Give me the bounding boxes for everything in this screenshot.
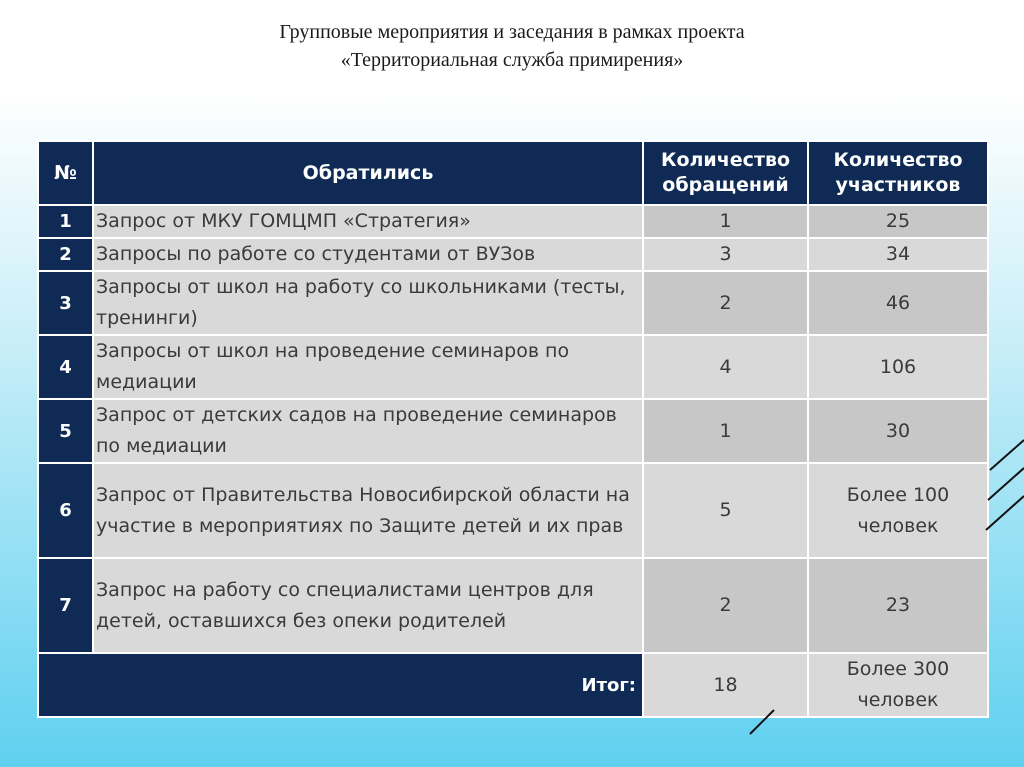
title-line-2: «Территориальная служба примирения» <box>340 49 684 71</box>
title-line-1: Групповые мероприятия и заседания в рамках проекта <box>279 21 745 43</box>
row-requests: 5 <box>643 463 808 558</box>
deco-line-4 <box>750 710 774 734</box>
row-desc-text: Запросы от школ на проведение семинаров по медиации <box>96 340 570 393</box>
row-participants: 23 <box>808 558 988 653</box>
row-participants: 46 <box>808 271 988 335</box>
table-row <box>38 205 988 238</box>
row-desc <box>93 558 643 653</box>
row-desc-text: Запрос от Правительства Новосибирской области на участие в мероприятиях по Защите детей и их прав <box>96 483 630 537</box>
decorative-lines <box>740 430 1024 750</box>
deco-line-3 <box>986 496 1024 530</box>
header-desc: Обратились <box>93 141 643 205</box>
row-num: 2 <box>38 238 93 271</box>
row-requests: 2 <box>643 271 808 335</box>
row-num: 6 <box>38 463 93 558</box>
header-count-participants: Количество участников <box>808 141 988 205</box>
header-num: № <box>38 141 93 205</box>
table-header-row <box>38 141 988 205</box>
row-requests: 1 <box>643 205 808 238</box>
row-desc <box>93 335 643 399</box>
row-participants: 30 <box>808 399 988 463</box>
table-row <box>38 238 988 271</box>
row-desc-text: Запрос от МКУ ГОМЦМП «Стратегия» <box>96 210 471 232</box>
table-row <box>38 335 988 399</box>
row-num: 5 <box>38 399 93 463</box>
row-num: 3 <box>38 271 93 335</box>
row-requests: 1 <box>643 399 808 463</box>
deco-line-1 <box>990 440 1024 470</box>
row-num: 7 <box>38 558 93 653</box>
total-requests: 18 <box>643 653 808 717</box>
row-num: 4 <box>38 335 93 399</box>
row-participants: 25 <box>808 205 988 238</box>
row-desc-text: Запросы от школ на работу со школьниками (тесты, тренинги) <box>96 276 626 329</box>
total-label: Итог: <box>38 653 643 717</box>
row-desc <box>93 238 643 271</box>
row-desc <box>93 399 643 463</box>
slide-title <box>0 18 1024 74</box>
row-participants: Более 100 человек <box>808 463 988 558</box>
header-count-requests: Количество обращений <box>643 141 808 205</box>
row-desc <box>93 205 643 238</box>
total-participants: Более 300 человек <box>808 653 988 717</box>
row-desc-text: Запрос от детских садов на проведение семинаров по медиации <box>96 404 617 457</box>
row-desc-text: Запрос на работу со специалистами центров для детей, оставшихся без опеки родителей <box>96 578 594 632</box>
row-requests: 4 <box>643 335 808 399</box>
row-participants: 34 <box>808 238 988 271</box>
row-desc <box>93 271 643 335</box>
row-desc-text: Запросы по работе со студентами от ВУЗов <box>96 243 536 265</box>
row-num: 1 <box>38 205 93 238</box>
row-participants: 106 <box>808 335 988 399</box>
row-requests: 2 <box>643 558 808 653</box>
row-desc <box>93 463 643 558</box>
table-row <box>38 271 988 335</box>
deco-line-2 <box>988 468 1024 500</box>
row-requests: 3 <box>643 238 808 271</box>
